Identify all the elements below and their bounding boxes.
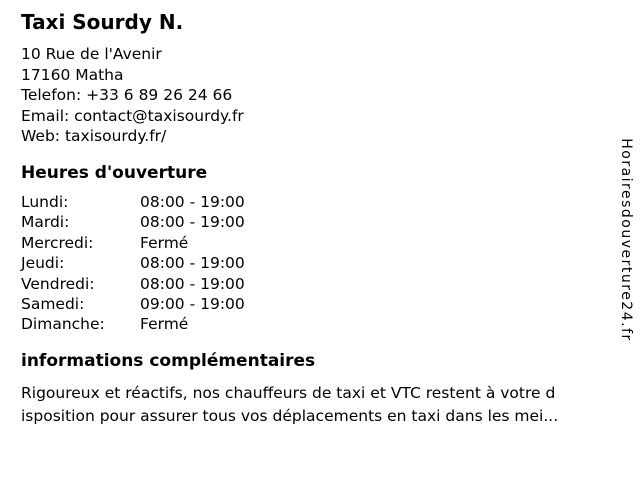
hours-row	[21, 192, 640, 212]
hours-time: 08:00 - 19:00	[140, 274, 245, 293]
hours-time: 09:00 - 19:00	[140, 295, 245, 314]
info-text	[21, 382, 640, 428]
info-text-line-1: Rigoureux et réactifs, nos chauffeurs de taxi et VTC restent à votre d	[21, 384, 556, 403]
hours-day: Vendredi:	[21, 274, 95, 293]
web-line	[21, 126, 640, 147]
web-label: Web:	[21, 127, 61, 145]
info-section-title: informations complémentaires	[21, 351, 316, 372]
web-value: taxisourdy.fr/	[64, 127, 167, 145]
hours-time: 08:00 - 19:00	[140, 254, 245, 273]
hours-time: 08:00 - 19:00	[140, 213, 245, 232]
hours-table	[21, 192, 640, 335]
email-label: Email:	[21, 106, 70, 125]
email-line	[21, 106, 640, 127]
email-value: contact@taxisourdy.fr	[74, 106, 244, 125]
hours-row	[21, 233, 640, 253]
hours-row	[21, 212, 640, 232]
info-text-line-2: isposition pour assurer tous vos déplacements en taxi dans les mei...	[21, 407, 559, 426]
hours-day: Dimanche:	[21, 315, 105, 334]
phone-label: Telefon:	[21, 86, 82, 104]
hours-time: 08:00 - 19:00	[140, 193, 245, 211]
hours-time: Fermé	[140, 233, 189, 252]
hours-row	[21, 253, 640, 273]
phone-value: +33 6 89 26 24 66	[86, 86, 233, 104]
address-line-2: 17160 Matha	[21, 65, 124, 84]
contact-block	[21, 44, 640, 147]
hours-time: Fermé	[140, 315, 189, 334]
hours-day: Mercredi:	[21, 233, 94, 252]
hours-row	[21, 294, 640, 314]
address-line-1: 10 Rue de l'Avenir	[21, 45, 162, 63]
hours-day: Lundi:	[21, 193, 69, 211]
hours-day: Jeudi:	[21, 254, 65, 273]
phone-line	[21, 85, 640, 106]
hours-row	[21, 274, 640, 294]
business-name: Taxi Sourdy N.	[21, 10, 184, 34]
hours-section-title: Heures d'ouverture	[21, 163, 208, 183]
hours-day: Mardi:	[21, 213, 70, 232]
hours-day: Samedi:	[21, 295, 85, 314]
hours-row	[21, 314, 640, 334]
watermark-vertical-text: Horairesdouverture24.fr	[618, 138, 634, 342]
